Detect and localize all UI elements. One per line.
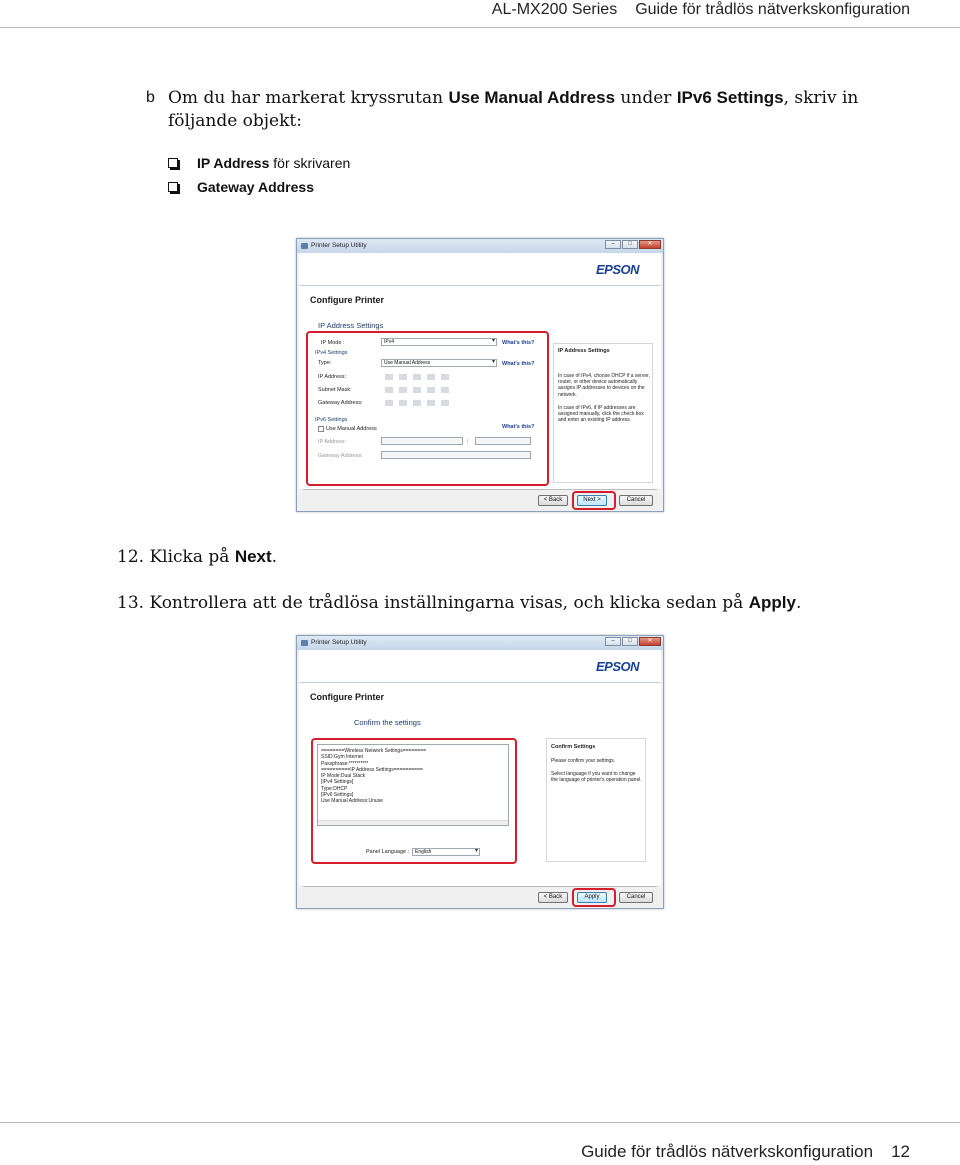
panel-language-label: Panel Language : xyxy=(366,849,410,855)
header-guide-title: Guide för trådlös nätverkskonfiguration xyxy=(635,1,910,18)
step-end: . xyxy=(271,547,278,567)
minimize-icon[interactable]: – xyxy=(605,637,621,646)
step-marker: b xyxy=(146,89,155,106)
step-end: . xyxy=(795,593,802,613)
help-title: Confirm Settings xyxy=(551,744,596,750)
whats-this-link[interactable]: What's this? xyxy=(502,361,535,367)
epson-logo: EPSON xyxy=(595,659,639,674)
epson-logo: EPSON xyxy=(595,262,639,277)
help-text-2: In case of IPv6, if IP addresses are assigned manually, click the check box and enter an existing IP address. xyxy=(558,405,644,424)
help-text-2: Select language if you want to change the language of printer's operation panel. xyxy=(551,771,642,784)
use-manual-label: Use Manual Address xyxy=(326,426,377,432)
close-icon[interactable]: ✕ xyxy=(639,637,661,646)
intro-text-1: Om du har markerat kryssrutan xyxy=(168,88,449,108)
panel-language-select[interactable]: English ▾ xyxy=(412,848,480,856)
header-rule xyxy=(0,27,960,28)
back-button[interactable]: < Back xyxy=(538,495,568,506)
help-text-1: In case of IPv4, choose DHCP if a server, router, or other device automatically assigns IP addresses to devices on the network. xyxy=(558,373,650,398)
help-panel xyxy=(546,738,646,862)
maximize-icon[interactable]: □ xyxy=(622,637,638,646)
dialog-footer xyxy=(297,489,663,511)
section-title: Confirm the settings xyxy=(354,718,421,727)
footer-divider xyxy=(303,886,657,887)
step-number: 12. xyxy=(117,547,145,567)
type-select[interactable]: Use Manual Address ▾ xyxy=(381,359,497,367)
dialog-titlebar xyxy=(297,636,663,650)
page-footer xyxy=(581,1142,910,1162)
maximize-icon[interactable]: □ xyxy=(622,240,638,249)
app-icon xyxy=(301,640,308,646)
intro-text-2: under xyxy=(615,88,677,108)
subnet-mask-label: Subnet Mask: xyxy=(318,387,352,393)
cancel-button[interactable]: Cancel xyxy=(619,892,653,903)
intro-bold-ipv6: IPv6 Settings xyxy=(676,88,784,107)
settings-line: Type:DHCP xyxy=(321,785,348,792)
section-title: IP Address Settings xyxy=(318,321,384,330)
intro-text-3: , skriv in följande objekt: xyxy=(168,88,859,131)
gateway-label: Gateway Address: xyxy=(318,400,363,406)
step-13 xyxy=(117,593,801,613)
intro-paragraph xyxy=(146,86,868,133)
settings-line: ==========IP Address Settings========== xyxy=(321,766,423,773)
footer-rule xyxy=(0,1122,960,1123)
help-panel xyxy=(553,343,653,483)
page-header xyxy=(0,0,960,28)
checkbox-bullet-icon xyxy=(168,182,178,192)
intro-bold-use-manual: Use Manual Address xyxy=(448,88,616,107)
ip-mode-select[interactable]: IPv4 ▾ xyxy=(381,338,497,346)
ipv6-gateway-label: Gateway Address: xyxy=(318,453,363,459)
dialog-heading: Configure Printer xyxy=(310,692,385,702)
highlight-frame xyxy=(572,491,616,510)
highlight-frame xyxy=(306,331,549,486)
bullet-bold: Gateway Address xyxy=(197,179,314,195)
list-item xyxy=(168,179,350,203)
settings-line: [IPv6 Settings] xyxy=(321,792,354,799)
dialog-title: Printer Setup Utility xyxy=(311,639,367,646)
settings-line: SSID:Gym Internet xyxy=(321,754,363,761)
step-number: 13. xyxy=(117,593,145,613)
app-icon xyxy=(301,243,308,249)
next-button[interactable]: Next > xyxy=(577,495,607,506)
printer-setup-dialog-confirm xyxy=(296,635,664,909)
whats-this-link[interactable]: What's this? xyxy=(502,340,535,346)
checkbox-bullet-icon xyxy=(168,158,178,168)
minimize-icon[interactable]: – xyxy=(605,240,621,249)
dialog-titlebar xyxy=(297,239,663,253)
close-icon[interactable]: ✕ xyxy=(639,240,661,249)
list-item xyxy=(168,155,350,179)
help-text-1: Please confirm your settings. xyxy=(551,758,616,764)
step-bold: Next xyxy=(234,547,272,566)
footer-guide-title: Guide för trådlös nätverkskonfiguration xyxy=(581,1142,874,1161)
apply-button[interactable]: Apply xyxy=(577,892,607,903)
divider xyxy=(299,285,661,286)
back-button[interactable]: < Back xyxy=(538,892,568,903)
help-title: IP Address Settings xyxy=(558,348,610,354)
dialog-body xyxy=(299,650,661,886)
settings-line: [IPv4 Settings] xyxy=(321,779,354,786)
ipv4-group-label: IPv4 Settings xyxy=(315,350,348,356)
ip-mode-label: IP Mode : xyxy=(321,340,345,346)
page-number: 12 xyxy=(891,1142,910,1161)
prefix-slash: / xyxy=(467,439,469,445)
printer-setup-dialog-ip-settings xyxy=(296,238,664,512)
ipv6-ip-label: IP Address: xyxy=(318,439,347,445)
whats-this-link[interactable]: What's this? xyxy=(502,424,535,430)
step-bold: Apply xyxy=(748,593,796,612)
footer-divider xyxy=(303,489,657,490)
bullet-list xyxy=(168,155,350,203)
window-controls xyxy=(605,637,661,646)
divider xyxy=(299,682,661,683)
settings-line: Use Manual Address:Unuse xyxy=(321,798,383,805)
step-12 xyxy=(117,547,277,567)
bullet-bold: IP Address xyxy=(197,155,270,171)
settings-line: IP Mode:Dual Stack xyxy=(321,773,366,780)
settings-line: Passphrase:********** xyxy=(321,760,369,767)
dialog-body xyxy=(299,253,661,489)
step-text: Kontrollera att de trådlösa inställningarna visas, och klicka sedan på xyxy=(149,593,749,613)
header-text xyxy=(492,1,910,19)
window-controls xyxy=(605,240,661,249)
settings-line: ========Wireless Network Settings======== xyxy=(321,748,427,754)
highlight-frame xyxy=(572,888,616,907)
type-label: Type: xyxy=(318,360,332,366)
dialog-title: Printer Setup Utility xyxy=(311,242,367,249)
step-text: Klicka på xyxy=(149,547,235,567)
dialog-heading: Configure Printer xyxy=(310,295,385,305)
cancel-button[interactable]: Cancel xyxy=(619,495,653,506)
ipv6-group-label: IPv6 Settings xyxy=(315,417,348,423)
dialog-footer xyxy=(297,886,663,908)
highlight-frame xyxy=(311,738,517,864)
header-product: AL-MX200 Series xyxy=(491,1,618,18)
ip-address-label: IP Address: xyxy=(318,374,347,380)
bullet-text: för skrivaren xyxy=(269,155,351,171)
